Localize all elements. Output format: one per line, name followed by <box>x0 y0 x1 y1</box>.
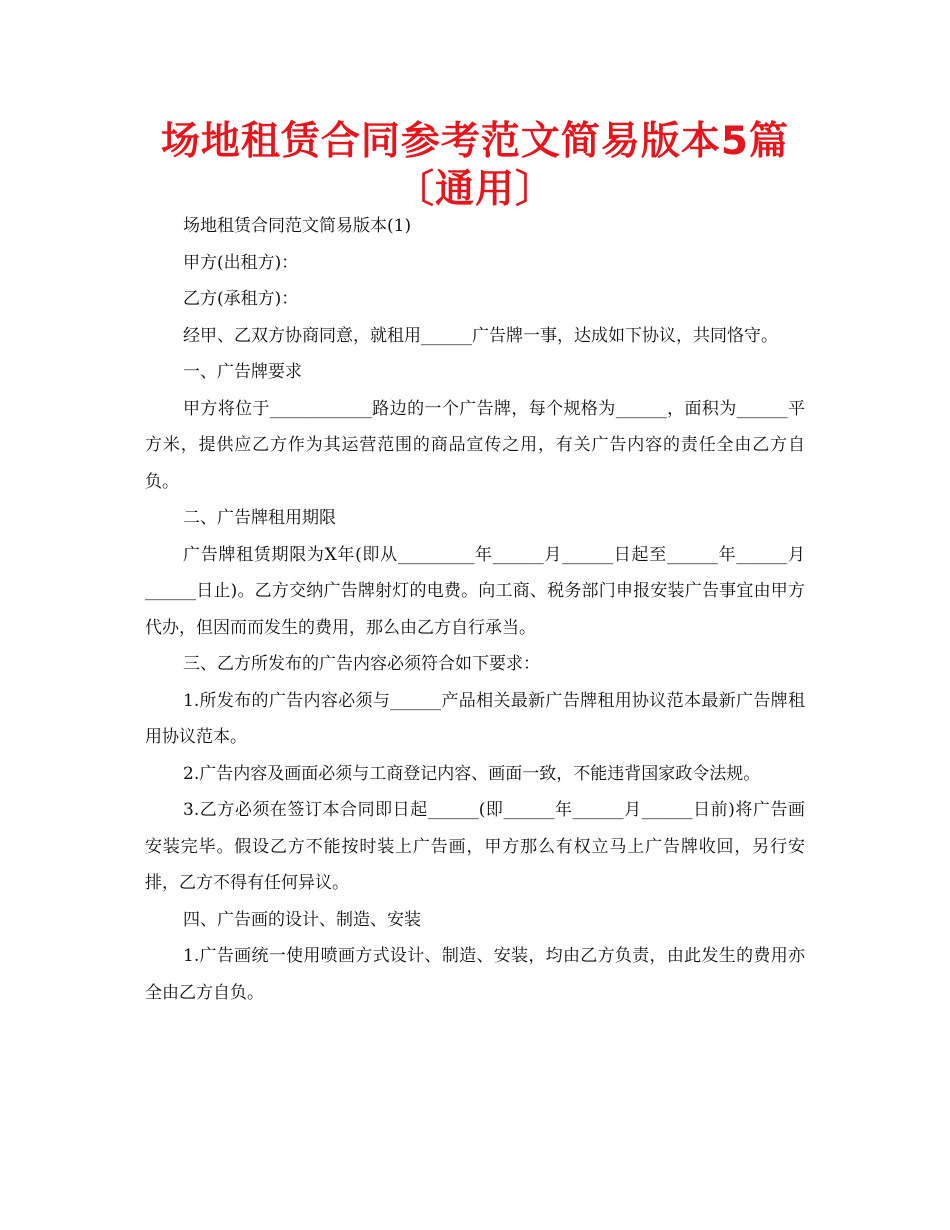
document-title: 场地租赁合同参考范文简易版本5篇〔通用〕 <box>160 119 790 212</box>
paragraph: 1.广告画统一使用喷画方式设计、制造、安装，均由乙方负责，由此发生的费用亦全由乙方自负。 <box>145 946 805 1003</box>
paragraph: 2.广告内容及画面必须与工商登记内容、画面一致，不能违背国家政令法规。 <box>183 763 761 784</box>
paragraph: 3.乙方必须在签订本合同即日起______(即______年______月______日前)将广告画安装完毕。假设乙方不能按时装上广告画，甲方那么有权立马上广告牌收回，另行安排，乙方不得有任何异议。 <box>145 800 805 893</box>
paragraph: 场地租赁合同范文简易版本(1) <box>183 216 412 236</box>
section-heading: 一、广告牌要求 <box>183 362 302 382</box>
document-body <box>145 208 805 1011</box>
paragraph: 甲方将位于____________路边的一个广告牌，每个规格为______，面积为______平方米，提供应乙方作为其运营范围的商品宣传之用，有关广告内容的责任全由乙方自负。 <box>145 398 805 492</box>
paragraph: 1.所发布的广告内容必须与______产品相关最新广告牌租用协议范本最新广告牌租用协议范本。 <box>145 690 805 747</box>
paragraph: 甲方(出租方)： <box>183 252 299 273</box>
section-heading: 二、广告牌租用期限 <box>183 508 336 528</box>
section-heading: 三、乙方所发布的广告内容必须符合如下要求： <box>183 654 540 674</box>
paragraph: 经甲、乙双方协商同意，就租用______广告牌一事，达成如下协议，共同恪守。 <box>183 325 778 346</box>
paragraph: 广告牌租赁期限为X年(即从_________年______月______日起至______年______月______日止)。乙方交纳广告牌射灯的电费。向工商、税务部门申报安装广告事宜由甲方代办，但因而而发生的费用，那么由乙方自行承当。 <box>145 544 805 638</box>
paragraph: 乙方(承租方)： <box>183 289 299 309</box>
section-heading: 四、广告画的设计、制造、安装 <box>183 909 421 930</box>
